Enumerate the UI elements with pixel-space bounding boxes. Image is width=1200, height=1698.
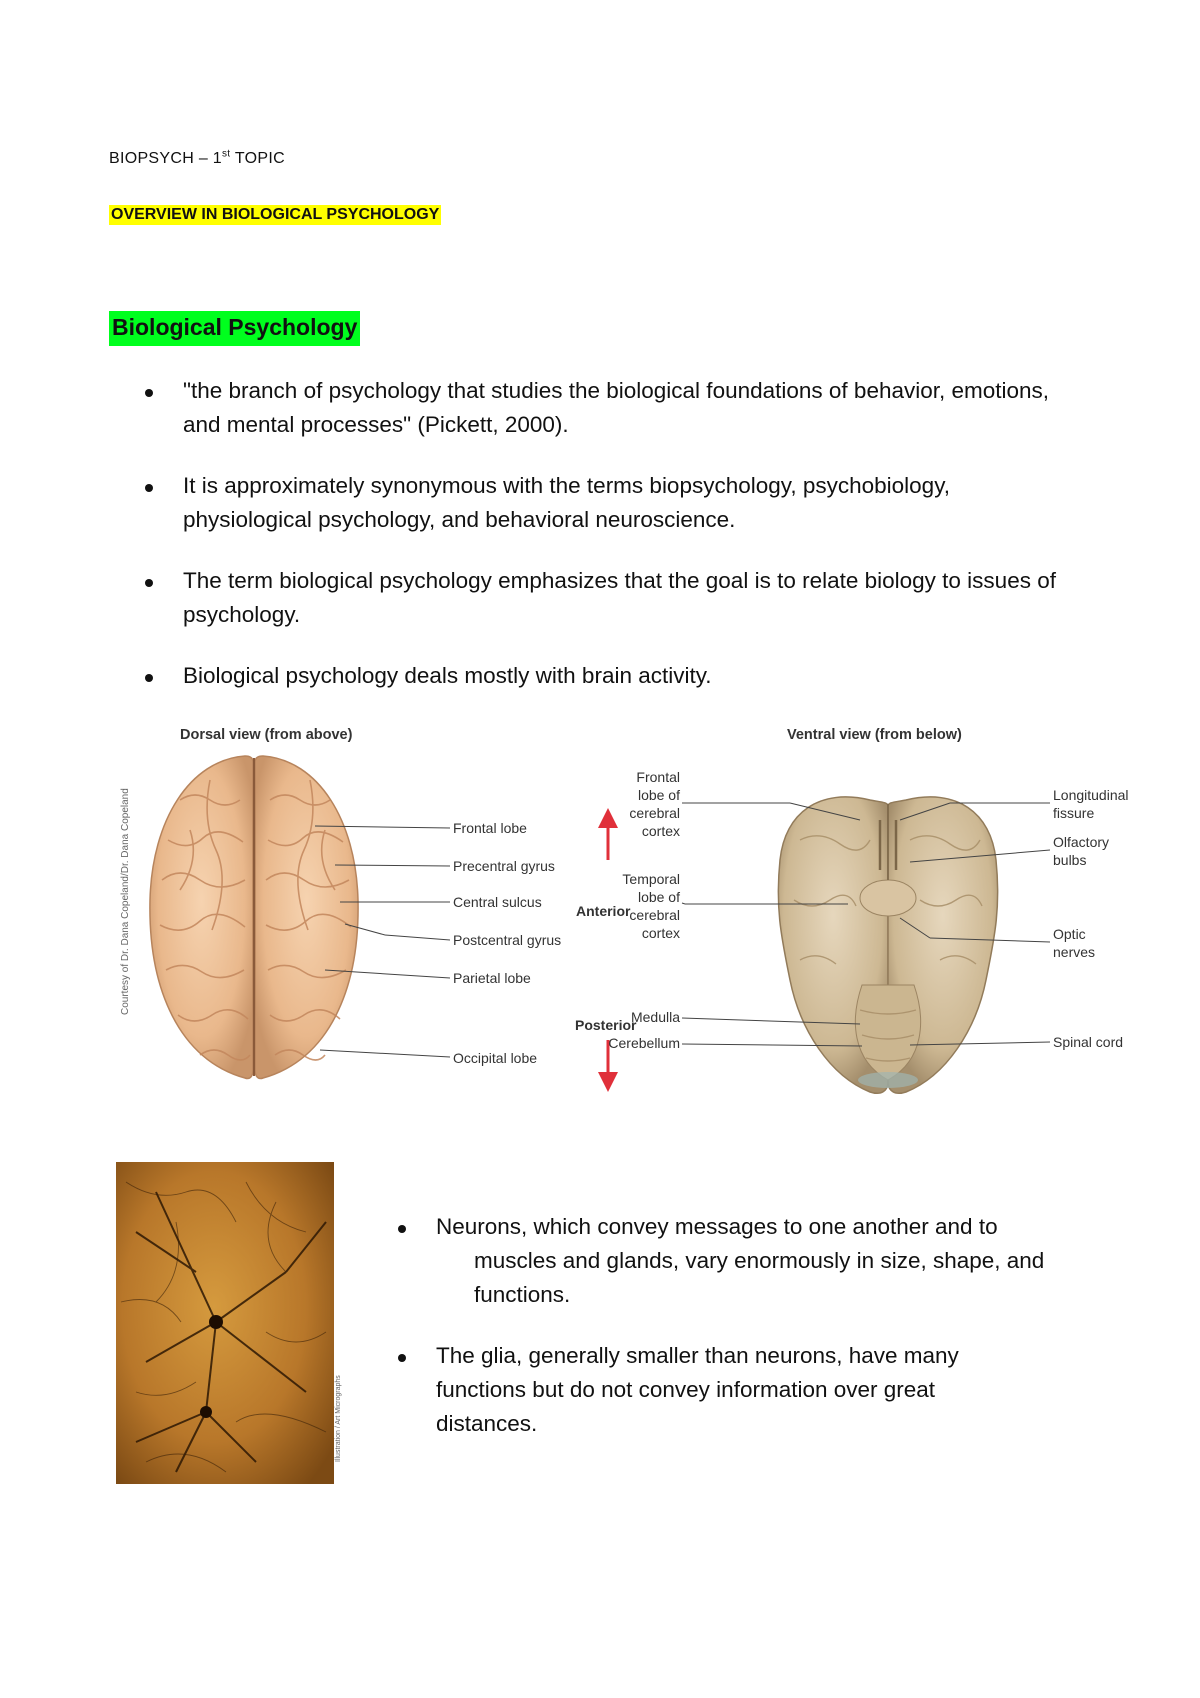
bullet-icon — [398, 1354, 406, 1362]
ventral-brain — [778, 797, 997, 1093]
label-postcentral-gyrus: Postcentral gyrus — [453, 932, 562, 948]
label-frontal-lobe: Frontal lobe — [453, 820, 527, 836]
label-parietal-lobe: Parietal lobe — [453, 970, 531, 986]
neuron-micrograph — [116, 1162, 342, 1484]
list-item: It is approximately synonymous with the terms biopsychology, psychobiology, physiological psychology, and behavioral neuroscience. — [145, 469, 1075, 537]
section-heading: Biological Psychology — [109, 311, 360, 346]
label-frontal-lobe-cortex: Frontal lobe of cerebral cortex — [629, 769, 680, 839]
bullet-icon — [398, 1225, 406, 1233]
bullet-icon — [145, 579, 153, 587]
label-occipital-lobe: Occipital lobe — [453, 1050, 538, 1066]
ventral-view-title: Ventral view (from below) — [787, 727, 962, 743]
label-medulla: Medulla — [630, 1009, 680, 1025]
brain-figure — [110, 720, 1130, 1110]
list-item: The glia, generally smaller than neurons, have many functions but do not convey information over great distances. — [398, 1339, 1118, 1441]
label-olfactory-bulbs: Olfactory bulbs — [1053, 834, 1110, 868]
bullet-icon — [145, 674, 153, 682]
neuron-bullet-list — [398, 1210, 1118, 1468]
neuron-credit: Illustration / Art Micrographs — [335, 1375, 342, 1462]
anterior-label: Anterior — [576, 903, 631, 919]
neuron-image — [116, 1162, 342, 1484]
list-item: "the branch of psychology that studies the biological foundations of behavior, emotions, and mental processes" (Pickett, 2000). — [145, 374, 1075, 442]
label-precentral-gyrus: Precentral gyrus — [453, 858, 555, 874]
label-optic-nerves: Optic nerves — [1053, 926, 1096, 960]
bullet-icon — [145, 389, 153, 397]
overview-heading: OVERVIEW IN BIOLOGICAL PSYCHOLOGY — [111, 206, 440, 223]
label-cerebellum: Cerebellum — [608, 1035, 680, 1051]
label-central-sulcus: Central sulcus — [453, 894, 542, 910]
credit-text: Courtesy of Dr. Dana Copeland/Dr. Dana Copeland — [120, 788, 131, 1015]
list-item: Biological psychology deals mostly with brain activity. — [145, 659, 1075, 693]
bullet-icon — [145, 484, 153, 492]
label-longitudinal-fissure: Longitudinal fissure — [1053, 787, 1129, 821]
label-spinal-cord: Spinal cord — [1053, 1034, 1124, 1050]
list-item: Neurons, which convey messages to one another and to muscles and glands, vary enormously in size, shape, and functions. — [398, 1210, 1118, 1312]
posterior-label: Posterior — [575, 1017, 637, 1033]
dorsal-brain — [120, 756, 358, 1079]
document-title: BIOPSYCH – 1st TOPIC — [109, 148, 285, 167]
list-item: The term biological psychology emphasizes that the goal is to relate biology to issues of psychology. — [145, 564, 1075, 632]
bullet-list — [145, 374, 1075, 720]
label-temporal-lobe-cortex: Temporal lobe of cerebral cortex — [622, 871, 680, 941]
dorsal-view-title: Dorsal view (from above) — [180, 727, 353, 743]
